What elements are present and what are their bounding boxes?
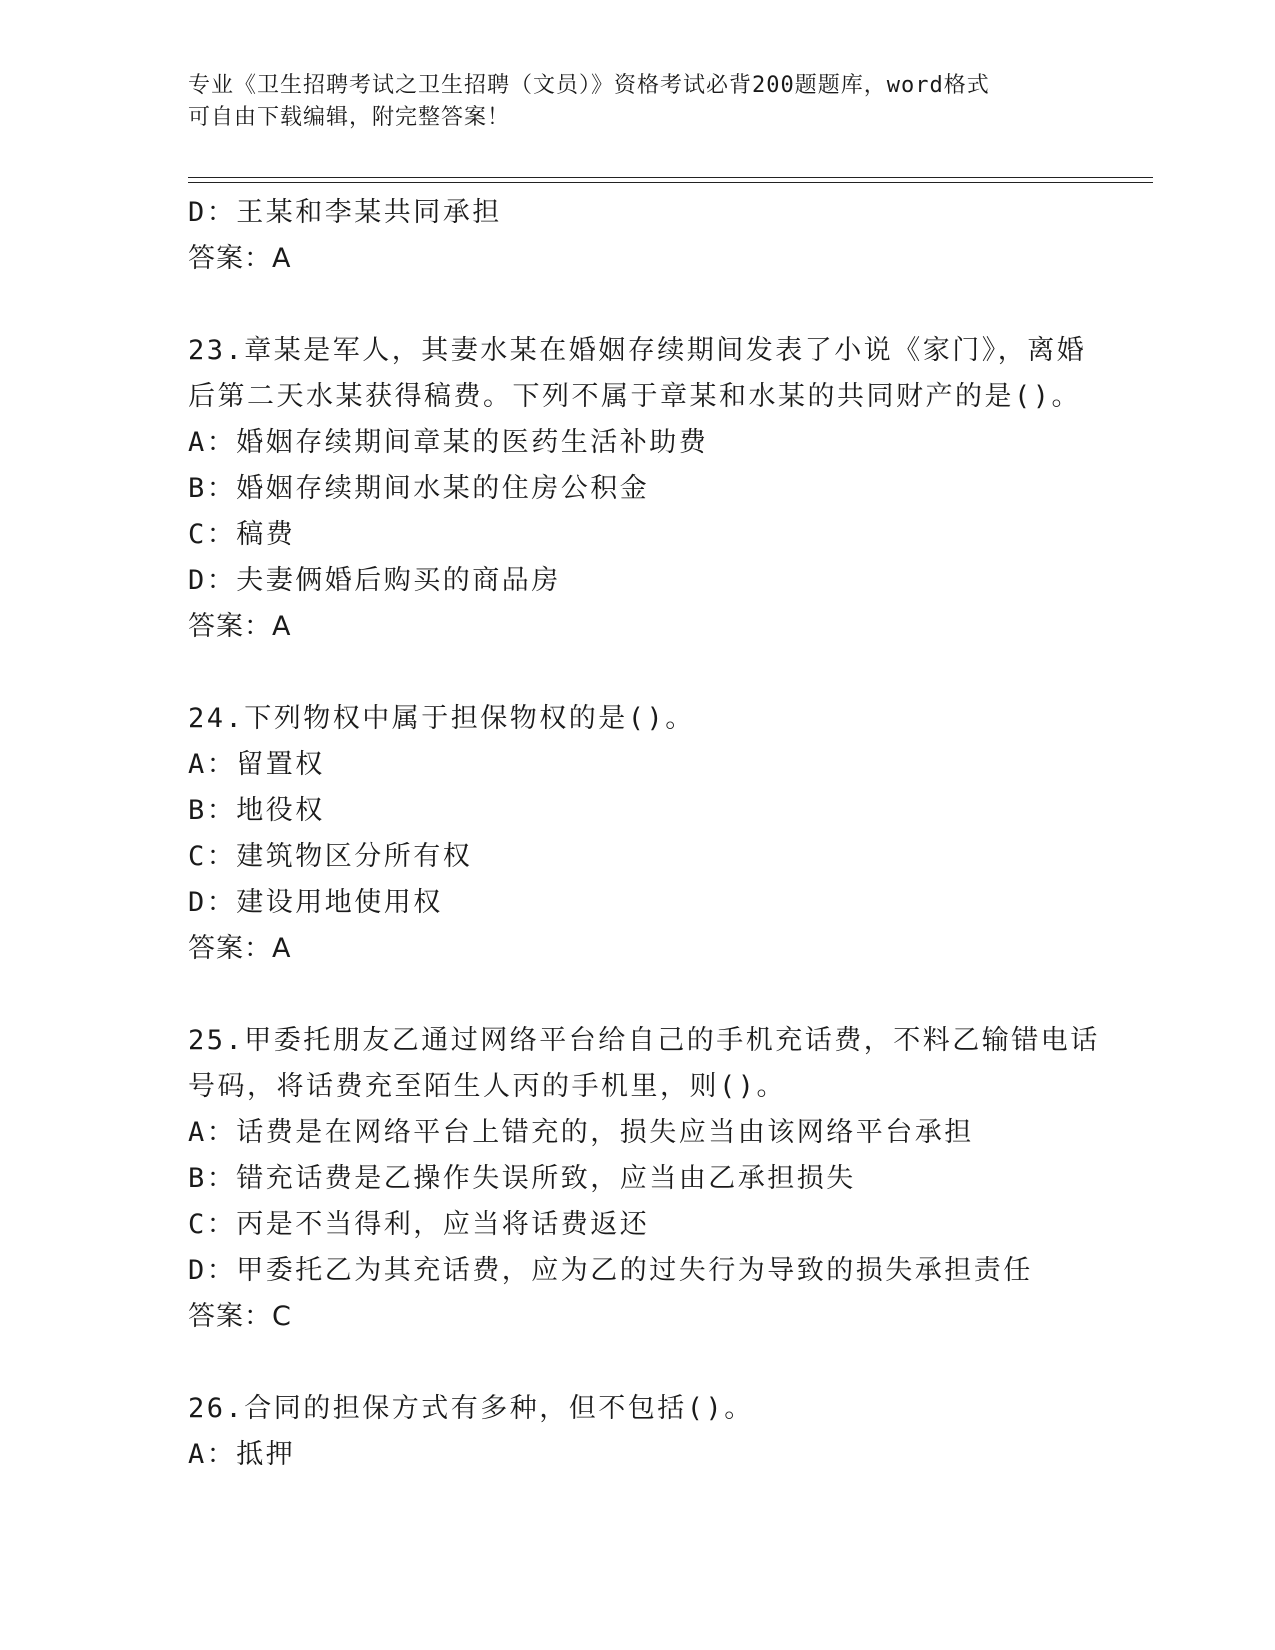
question-stem: 26.合同的担保方式有多种，但不包括()。 [188,1393,754,1424]
option-a: A：婚姻存续期间章某的医药生活补助费 [188,427,709,458]
answer-line: 答案：A [188,611,292,642]
answer-line: 答案：A [188,933,292,964]
answer-line: 答案：C [188,1301,292,1332]
option-a: A：话费是在网络平台上错充的，损失应当由该网络平台承担 [188,1117,974,1148]
question-26 [188,1386,1088,1478]
answer-line: 答案：A [188,243,292,274]
option-d: D：夫妻俩婚后购买的商品房 [188,565,561,596]
option-b: B：错充话费是乙操作失误所致，应当由乙承担损失 [188,1163,856,1194]
document-header [188,70,1088,134]
option-a: A：抵押 [188,1439,296,1470]
option-c: C：建筑物区分所有权 [188,841,473,872]
option-c: C：丙是不当得利，应当将话费返还 [188,1209,650,1240]
question-stem-continued: 号码，将话费充至陌生人丙的手机里，则()。 [188,1071,787,1102]
option-d: D：王某和李某共同承担 [188,197,502,228]
option-d: D：甲委托乙为其充话费，应为乙的过失行为导致的损失承担责任 [188,1255,1033,1286]
header-line-2: 可自由下载编辑，附完整答案！ [188,105,511,130]
header-rule-top [188,177,1153,178]
header-rule-bottom [188,182,1153,183]
header-line-1: 专业《卫生招聘考试之卫生招聘（文员）》资格考试必背200题题库，word格式 [188,73,990,98]
option-a: A：留置权 [188,749,325,780]
option-b: B：婚姻存续期间水某的住房公积金 [188,473,650,504]
question-23 [188,328,1088,650]
question-stem-continued: 后第二天水某获得稿费。下列不属于章某和水某的共同财产的是()。 [188,381,1082,412]
question-stem: 24.下列物权中属于担保物权的是()。 [188,703,695,734]
option-b: B：地役权 [188,795,325,826]
question-list [188,190,1100,1478]
option-d: D：建设用地使用权 [188,887,443,918]
option-c: C：稿费 [188,519,296,550]
question-stem: 23.章某是军人，其妻水某在婚姻存续期间发表了小说《家门》，离婚 [188,335,1087,366]
question-24 [188,696,1088,972]
question-stem: 25.甲委托朋友乙通过网络平台给自己的手机充话费，不料乙输错电话 [188,1025,1100,1056]
question-25 [188,1018,1100,1340]
